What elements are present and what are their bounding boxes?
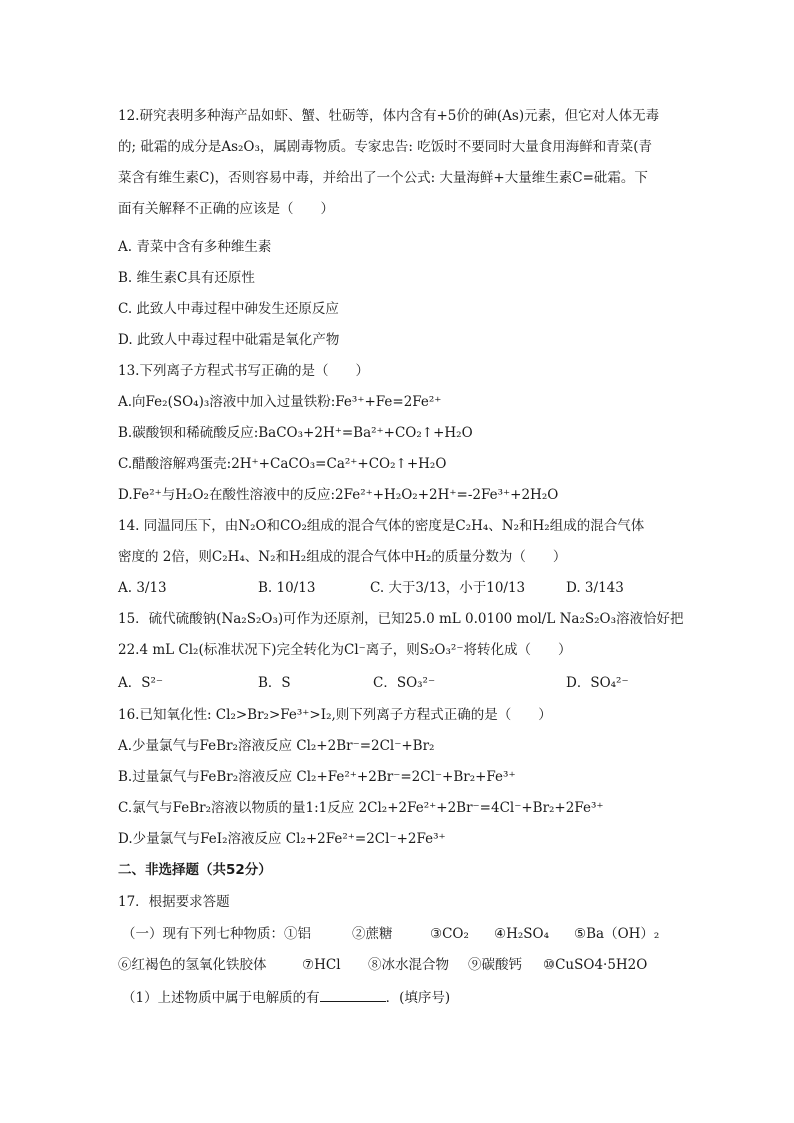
q14-option-d: D. 3/143 <box>566 580 624 596</box>
q12-option-b: B. 维生素C具有还原性 <box>118 270 255 286</box>
q15-option-a: A．S²⁻ <box>118 675 164 691</box>
q15-line-2: 22.4 mL Cl₂(标准状况下)完全转化为Cl⁻离子，则S₂O₃²⁻将转化成（ ） <box>118 642 572 658</box>
q12-option-c: C. 此致人中毒过程中砷发生还原反应 <box>118 301 339 317</box>
q17-item-2: ②蔗糖 <box>352 926 393 942</box>
q14-option-b: B. 10/13 <box>258 580 316 596</box>
q14-option-a: A. 3/13 <box>118 580 167 596</box>
answer-blank[interactable] <box>320 987 386 1002</box>
q15-option-c: C．SO₃²⁻ <box>373 675 436 691</box>
q15-option-b: B．S <box>258 675 291 691</box>
q16-option-d: D.少量氯气与FeI₂溶液反应 Cl₂+2Fe²⁺=2Cl⁻+2Fe³⁺ <box>118 831 446 847</box>
q12-line-1: 12.研究表明多种海产品如虾、蟹、牡砺等，体内含有+5价的砷(As)元素，但它对人体无毒 <box>118 108 660 124</box>
q17-item-9: ⑨碳酸钙 <box>468 957 522 973</box>
q13-option-a: A.向Fe₂(SO₄)₃溶液中加入过量铁粉:Fe³⁺+Fe=2Fe²⁺ <box>118 394 442 410</box>
q17-item-8: ⑧冰水混合物 <box>368 957 449 973</box>
q12-option-a: A. 青菜中含有多种维生素 <box>118 239 272 255</box>
q17-stem: 17．根据要求答题 <box>118 894 230 910</box>
q17-sub1-prefix: （1）上述物质中属于电解质的有 <box>122 990 320 1006</box>
q13-option-b: B.碳酸钡和稀硫酸反应:BaCO₃+2H⁺=Ba²⁺+CO₂↑+H₂O <box>118 425 473 441</box>
q12-line-4: 面有关解释不正确的应该是（ ） <box>118 201 334 217</box>
q13-option-d: D.Fe²⁺与H₂O₂在酸性溶液中的反应:2Fe²⁺+H₂O₂+2H⁺=-2Fe³⁺+2H₂O <box>118 487 559 503</box>
q17-item-5: ⑤Ba（OH）₂ <box>574 926 660 942</box>
q17-sub1-suffix: ．(填序号) <box>385 990 451 1006</box>
q15-option-d: D．SO₄²⁻ <box>566 675 629 691</box>
q17-item-3: ③CO₂ <box>430 926 469 942</box>
q17-item-6: ⑥红褐色的氢氧化铁胶体 <box>118 957 267 973</box>
q17-item-7: ⑦HCl <box>302 957 341 973</box>
q12-line-3: 菜含有维生素C)，否则容易中毒，并给出了一个公式: 大量海鲜+大量维生素C=砒霜。下 <box>118 170 648 186</box>
q14-line-2: 密度的 2倍，则C₂H₄、N₂和H₂组成的混合气体中H₂的质量分数为（ ） <box>118 549 567 565</box>
q13-option-c: C.醋酸溶解鸡蛋壳:2H⁺+CaCO₃=Ca²⁺+CO₂↑+H₂O <box>118 456 447 472</box>
q17-item-1: （一）现有下列七种物质：①铝 <box>122 926 311 942</box>
q13-stem: 13.下列离子方程式书写正确的是（ ） <box>118 363 369 379</box>
q16-option-b: B.过量氯气与FeBr₂溶液反应 Cl₂+Fe²⁺+2Br⁻=2Cl⁻+Br₂+Fe³⁺ <box>118 769 516 785</box>
q17-sub1 <box>122 987 682 1007</box>
section-2-heading: 二、非选择题（共52分） <box>118 862 272 878</box>
q17-item-4: ④H₂SO₄ <box>494 926 550 942</box>
q15-line-1: 15．硫代硫酸钠(Na₂S₂O₃)可作为还原剂，已知25.0 mL 0.0100 mol/L Na₂S₂O₃溶液恰好把 <box>118 611 684 627</box>
q16-stem: 16.已知氧化性: Cl₂>Br₂>Fe³⁺>I₂,则下列离子方程式正确的是（ ） <box>118 707 552 723</box>
q16-option-a: A.少量氯气与FeBr₂溶液反应 Cl₂+2Br⁻=2Cl⁻+Br₂ <box>118 738 435 754</box>
q16-option-c: C.氯气与FeBr₂溶液以物质的量1:1反应 2Cl₂+2Fe²⁺+2Br⁻=4Cl⁻+Br₂+2Fe³⁺ <box>118 800 604 816</box>
q14-line-1: 14. 同温同压下，由N₂O和CO₂组成的混合气体的密度是C₂H₄、N₂和H₂组成的混合气体 <box>118 518 645 534</box>
q12-line-2: 的; 砒霜的成分是As₂O₃，属剧毒物质。专家忠告: 吃饭时不要同时大量食用海鲜和青菜(青 <box>118 139 653 155</box>
q14-option-c: C. 大于3/13，小于10/13 <box>370 580 526 596</box>
q17-item-10: ⑩CuSO4·5H2O <box>543 957 648 973</box>
q12-option-d: D. 此致人中毒过程中砒霜是氧化产物 <box>118 332 340 348</box>
